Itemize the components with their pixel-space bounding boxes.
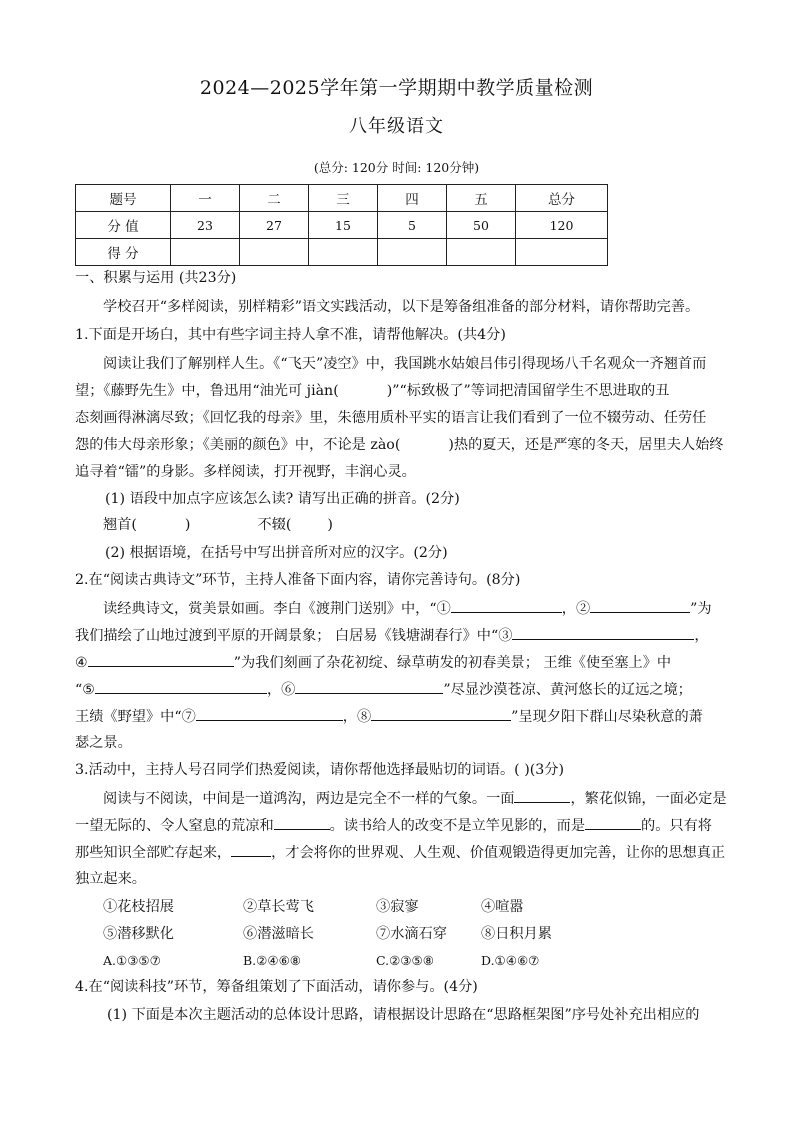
question-4-sub-1: (1) 下面是本次主题活动的总体设计思路，请根据设计思路在“思路框架图”序号处补充出相应的: [107, 1007, 700, 1023]
text-fragment: ，⑧: [342, 709, 372, 725]
word-option: ③寂寥: [376, 899, 419, 915]
text-fragment: 读经典诗文，赏美景如画。李白《渡荆门送别》中，“①: [103, 601, 451, 617]
word-option: ⑧日积月累: [481, 926, 552, 942]
text-fragment: ”为我们刻画了杂花初绽、绿草萌发的初春美景； 王维《使至塞上》中: [233, 655, 672, 671]
answer-blank[interactable]: [88, 652, 234, 667]
text-fragment: ): [184, 517, 191, 533]
question-2-text: 瑟之景。: [75, 735, 132, 751]
text-fragment: ”为: [690, 601, 712, 617]
question-2-text: [75, 652, 671, 673]
text-fragment: 王绩《野望》中“⑦: [75, 709, 196, 725]
score-input-cell[interactable]: [516, 239, 608, 266]
question-2-stem: 2.在“阅读古典诗文”环节，主持人准备下面内容，请你完善诗句。(8分): [75, 572, 521, 588]
choice-c[interactable]: C.②③⑤⑧: [376, 953, 434, 968]
text-fragment: 的。只有将: [641, 818, 712, 834]
choice-a[interactable]: A.①③⑤⑦: [103, 953, 161, 968]
word-option: ①花枝招展: [103, 899, 174, 915]
text-fragment: ，才会将你的世界观、人生观、价值观锻造得更加完善，让你的思想真正: [271, 845, 726, 861]
question-3-text: [75, 842, 725, 863]
score-input-cell[interactable]: [378, 239, 447, 266]
answer-blank[interactable]: [371, 706, 511, 721]
choice-b[interactable]: B.②④⑥⑧: [243, 953, 301, 968]
table-cell: 总分: [516, 185, 608, 212]
table-cell: 三: [309, 185, 378, 212]
question-4-stem: 4.在“阅读科技”环节，筹备组策划了下面活动，请你参与。(4分): [75, 979, 478, 995]
text-fragment: ，: [694, 628, 709, 644]
question-1-text: 态刻画得淋漓尽致；《回忆我的母亲》里，朱德用质朴平实的语言让我们看到了一位不辍劳动、任劳任: [75, 410, 707, 426]
question-1-sub-1: (1) 语段中加点字应该怎么读? 请写出正确的拼音。(2分): [105, 491, 460, 507]
table-cell: 27: [240, 212, 309, 239]
section-heading: 一、积累与运用 (共23分): [75, 270, 237, 286]
table-cell: 23: [171, 212, 240, 239]
table-cell: 四: [378, 185, 447, 212]
score-table: [75, 184, 608, 266]
score-input-cell[interactable]: [171, 239, 240, 266]
question-1-text: 追寻着“镭”的身影。多样阅读，打开视野，丰润心灵。: [75, 464, 416, 480]
table-cell: 5: [378, 212, 447, 239]
text-fragment: 阅读与不阅读，中间是一道鸿沟，两边是完全不一样的气象。一面: [103, 791, 515, 807]
answer-blank[interactable]: [512, 625, 694, 640]
text-fragment: ): [327, 517, 333, 533]
answer-blank[interactable]: [295, 679, 443, 694]
score-table-values-row: [76, 212, 608, 239]
score-table-score-row: [76, 239, 608, 266]
answer-blank[interactable]: [95, 679, 267, 694]
answer-blank[interactable]: [451, 598, 562, 613]
pinyin-answers: [103, 515, 333, 535]
text-fragment: 怨的伟大母亲形象；《美丽的颜色》中，不论是 zào(: [75, 437, 401, 453]
answer-blank[interactable]: [231, 842, 271, 857]
section-intro: 学校召开“多样阅读，别样精彩”语文实践活动，以下是筹备组准备的部分材料，请你帮助完善。: [103, 299, 700, 315]
table-cell: 一: [171, 185, 240, 212]
answer-blank[interactable]: [590, 598, 690, 613]
text-fragment: ”尽显沙漠苍凉、黄河悠长的辽远之境；: [443, 682, 692, 698]
text-fragment: 。读书给人的改变不是立竿见影的，而是: [329, 818, 586, 834]
text-fragment: )热的夏天，还是严寒的冬天，居里夫人始终: [448, 437, 724, 453]
question-1-sub-2: (2) 根据语境，在括号中写出拼音所对应的汉字。(2分): [105, 545, 448, 561]
text-fragment: 不辍(: [257, 517, 292, 533]
word-option: ⑦水滴石穿: [376, 926, 447, 942]
question-2-text: [75, 706, 703, 727]
answer-blank[interactable]: [196, 706, 343, 721]
text-fragment: 我们描绘了山地过渡到平原的开阔景象； 白居易《钱塘湖春行》中“③: [75, 628, 513, 644]
answer-blank[interactable]: [514, 788, 570, 803]
score-input-cell[interactable]: [309, 239, 378, 266]
text-fragment: ，繁花似锦，一面必定是: [570, 791, 727, 807]
word-option: ②草长莺飞: [243, 899, 314, 915]
table-cell: 分 值: [76, 212, 171, 239]
question-3-text: 独立起来。: [75, 871, 146, 887]
text-fragment: ④: [75, 655, 88, 671]
table-cell: 15: [309, 212, 378, 239]
question-3-text: [75, 815, 712, 836]
question-3-text: [103, 788, 727, 809]
exam-info: (总分: 120分 时间: 120分钟): [313, 160, 480, 175]
text-fragment: 那些知识全部贮存起来，: [75, 845, 232, 861]
question-1-text: 阅读让我们了解别样人生。《“飞天”凌空》中，我国跳水姑娘吕伟引得现场八千名观众一齐翘首而: [103, 356, 707, 372]
text-fragment: 一望无际的、令人窒息的荒凉和: [75, 818, 274, 834]
question-3-stem: 3.活动中，主持人号召同学们热爱阅读，请你帮他选择最贴切的词语。( )(3分): [75, 762, 565, 778]
table-cell: 50: [447, 212, 516, 239]
table-cell: 120: [516, 212, 608, 239]
text-fragment: “⑤: [75, 682, 95, 698]
text-fragment: ”呈现夕阳下群山尽染秋意的萧: [511, 709, 703, 725]
table-cell: 五: [447, 185, 516, 212]
question-1-text: [75, 435, 723, 455]
exam-title: 2024—2025学年第一学期期中教学质量检测: [199, 77, 594, 99]
text-fragment: 翘首(: [103, 517, 137, 533]
choice-d[interactable]: D.①④⑥⑦: [481, 953, 540, 968]
answer-blank[interactable]: [274, 815, 330, 830]
score-table-header-row: [76, 185, 608, 212]
exam-subject: 八年级语文: [349, 116, 444, 137]
answer-blank[interactable]: [585, 815, 641, 830]
question-1-text: [75, 381, 669, 401]
table-cell: 题号: [76, 185, 171, 212]
table-cell: 二: [240, 185, 309, 212]
question-1-stem: 1.下面是开场白，其中有些字词主持人拿不准，请帮他解决。(共4分): [75, 327, 506, 343]
text-fragment: )”“标致极了”等词把清国留学生不思进取的丑: [386, 383, 670, 399]
table-cell: 得 分: [76, 239, 171, 266]
text-fragment: ，⑥: [266, 682, 296, 698]
question-2-text: [75, 625, 709, 646]
question-2-text: [103, 598, 712, 619]
score-input-cell[interactable]: [447, 239, 516, 266]
word-option: ⑥潜滋暗长: [243, 926, 314, 942]
question-2-text: [75, 679, 692, 700]
word-option: ④喧嚣: [481, 899, 524, 915]
text-fragment: ，②: [561, 601, 591, 617]
text-fragment: 望；《藤野先生》中，鲁迅用“油光可 jiàn(: [75, 383, 339, 399]
score-input-cell[interactable]: [240, 239, 309, 266]
word-option: ⑤潜移默化: [103, 926, 174, 942]
